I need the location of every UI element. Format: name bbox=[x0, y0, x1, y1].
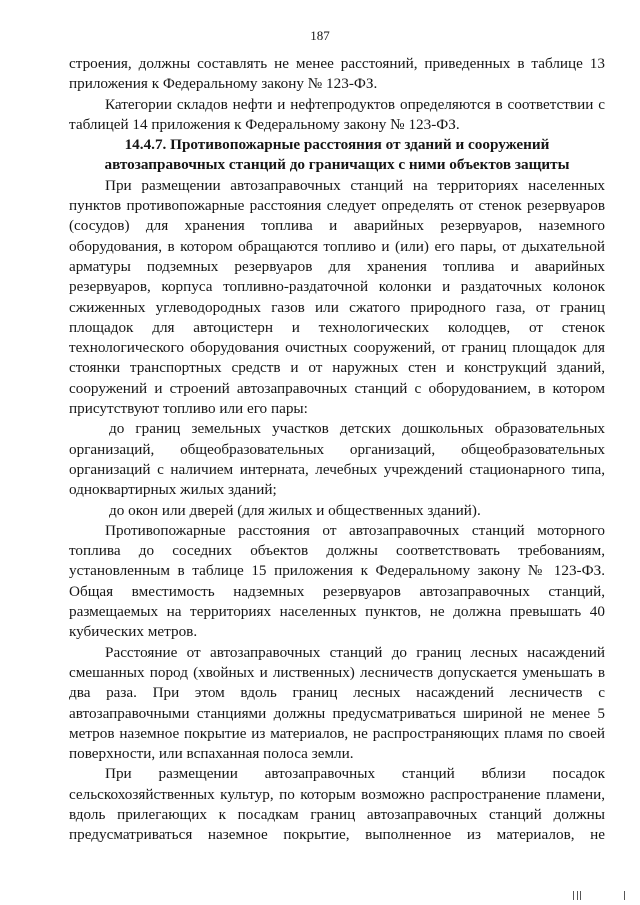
text-line: арматуры подземных резервуаров для хранения топлива и аварийных bbox=[69, 257, 605, 275]
text-line: организаций с наличием интерната, лечебных учреждений стационарного типа, bbox=[69, 460, 605, 478]
text-line: сельскохозяйственных культур, по которым возможно распространение пламени, bbox=[69, 785, 605, 803]
paragraph bbox=[69, 764, 605, 845]
scan-mark bbox=[577, 891, 578, 900]
paragraph bbox=[69, 643, 605, 765]
scan-mark bbox=[624, 891, 625, 900]
text-line: Противопожарные расстояния от автозаправочных станций моторного bbox=[105, 521, 605, 539]
text-line: (сосудов) для хранения топлива и аварийных резервуаров, наземного bbox=[69, 217, 605, 235]
text-line: технологического оборудования очистных сооружений, от границ площадок для bbox=[69, 339, 605, 357]
text-line: установленным в таблице 15 приложения к Федеральному закону № 123-ФЗ. bbox=[69, 562, 605, 580]
text-line: размещаемых на территориях населенных пунктов, не должна превышать 40 bbox=[69, 603, 605, 621]
text-line: предусматриваться наземное покрытие, выполненное из материалов, не bbox=[69, 826, 605, 844]
paragraph bbox=[69, 95, 605, 136]
text-line: пунктов противопожарные расстояния следует определять от стенок резервуаров bbox=[69, 197, 605, 215]
scan-mark bbox=[580, 891, 581, 900]
text-line: до границ земельных участков детских дошкольных образовательных bbox=[109, 420, 605, 438]
text-line: Категории складов нефти и нефтепродуктов определяются в соответствии с bbox=[105, 95, 605, 113]
text-line: сжиженных углеводородных газов или сжатого природного газа, от границ bbox=[69, 298, 605, 316]
text-line: смешанных пород (хвойных и лиственных) лесничеств допускается уменьшать в bbox=[69, 663, 605, 681]
text-line: одноквартирных жилых зданий; bbox=[69, 481, 277, 499]
document-body bbox=[69, 54, 605, 846]
text-line: площадок для автоцистерн и технологических колодцев, от стенок bbox=[69, 318, 605, 336]
scan-mark bbox=[573, 891, 574, 900]
text-line: автозаправочными станциями должны предусматриваться шириной не менее 5 bbox=[69, 704, 605, 722]
text-line: Расстояние от автозаправочных станций до границ лесных насаждений bbox=[105, 643, 605, 661]
text-line: строения, должны составлять не менее расстояний, приведенных в таблице 13 bbox=[69, 55, 605, 72]
text-line: топлива до соседних объектов должны соответствовать требованиям, bbox=[69, 542, 605, 560]
text-line: При размещении автозаправочных станций вблизи посадок bbox=[105, 765, 605, 783]
heading-line: 14.4.7. Противопожарные расстояния от зданий и сооружений bbox=[124, 136, 550, 154]
text-line: оборудования, в котором обращаются топливо и (или) его пары, от дыхательной bbox=[69, 237, 605, 255]
text-line: сооружений и строений автозаправочных станций с оборудованием, в котором bbox=[69, 379, 605, 397]
section-heading bbox=[69, 135, 605, 176]
text-line: метров наземное покрытие из материалов, не распространяющих пламя по своей bbox=[69, 724, 605, 742]
text-line: поверхности, или вспаханная полоса земли. bbox=[69, 745, 354, 763]
text-line: организаций, общеобразовательных организаций, общеобразовательных bbox=[69, 440, 605, 458]
paragraph bbox=[69, 54, 605, 95]
paragraph bbox=[69, 176, 605, 420]
paragraph bbox=[69, 521, 605, 643]
paragraph bbox=[69, 419, 605, 500]
paragraph bbox=[69, 501, 605, 521]
page-number: 187 bbox=[310, 28, 330, 43]
text-line: вдоль прилегающих к посадкам границ автозаправочных станций должны bbox=[69, 805, 605, 823]
text-line: Общая вместимость надземных резервуаров автозаправочных станций, bbox=[69, 582, 605, 600]
text-line: стоянки транспортных средств и от наружных стен и конструкций зданий, bbox=[69, 359, 605, 377]
text-line: При размещении автозаправочных станций на территориях населенных bbox=[105, 176, 605, 194]
text-line: присутствуют топливо или его пары: bbox=[69, 400, 308, 418]
text-line: таблицей 14 приложения к Федеральному закону № 123-ФЗ. bbox=[69, 115, 460, 133]
text-line: два раза. При этом вдоль границ лесных насаждений лесничеств с bbox=[69, 684, 605, 702]
text-line: резервуаров, корпуса топливно-раздаточной колонки и раздаточных колонок bbox=[69, 278, 605, 296]
text-line: кубических метров. bbox=[69, 623, 198, 641]
heading-line: автозаправочных станций до граничащих с ними объектов защиты bbox=[104, 156, 570, 174]
text-line: приложения к Федеральному закону № 123-ФЗ. bbox=[69, 75, 378, 93]
text-line: до окон или дверей (для жилых и общественных зданий). bbox=[109, 501, 481, 519]
